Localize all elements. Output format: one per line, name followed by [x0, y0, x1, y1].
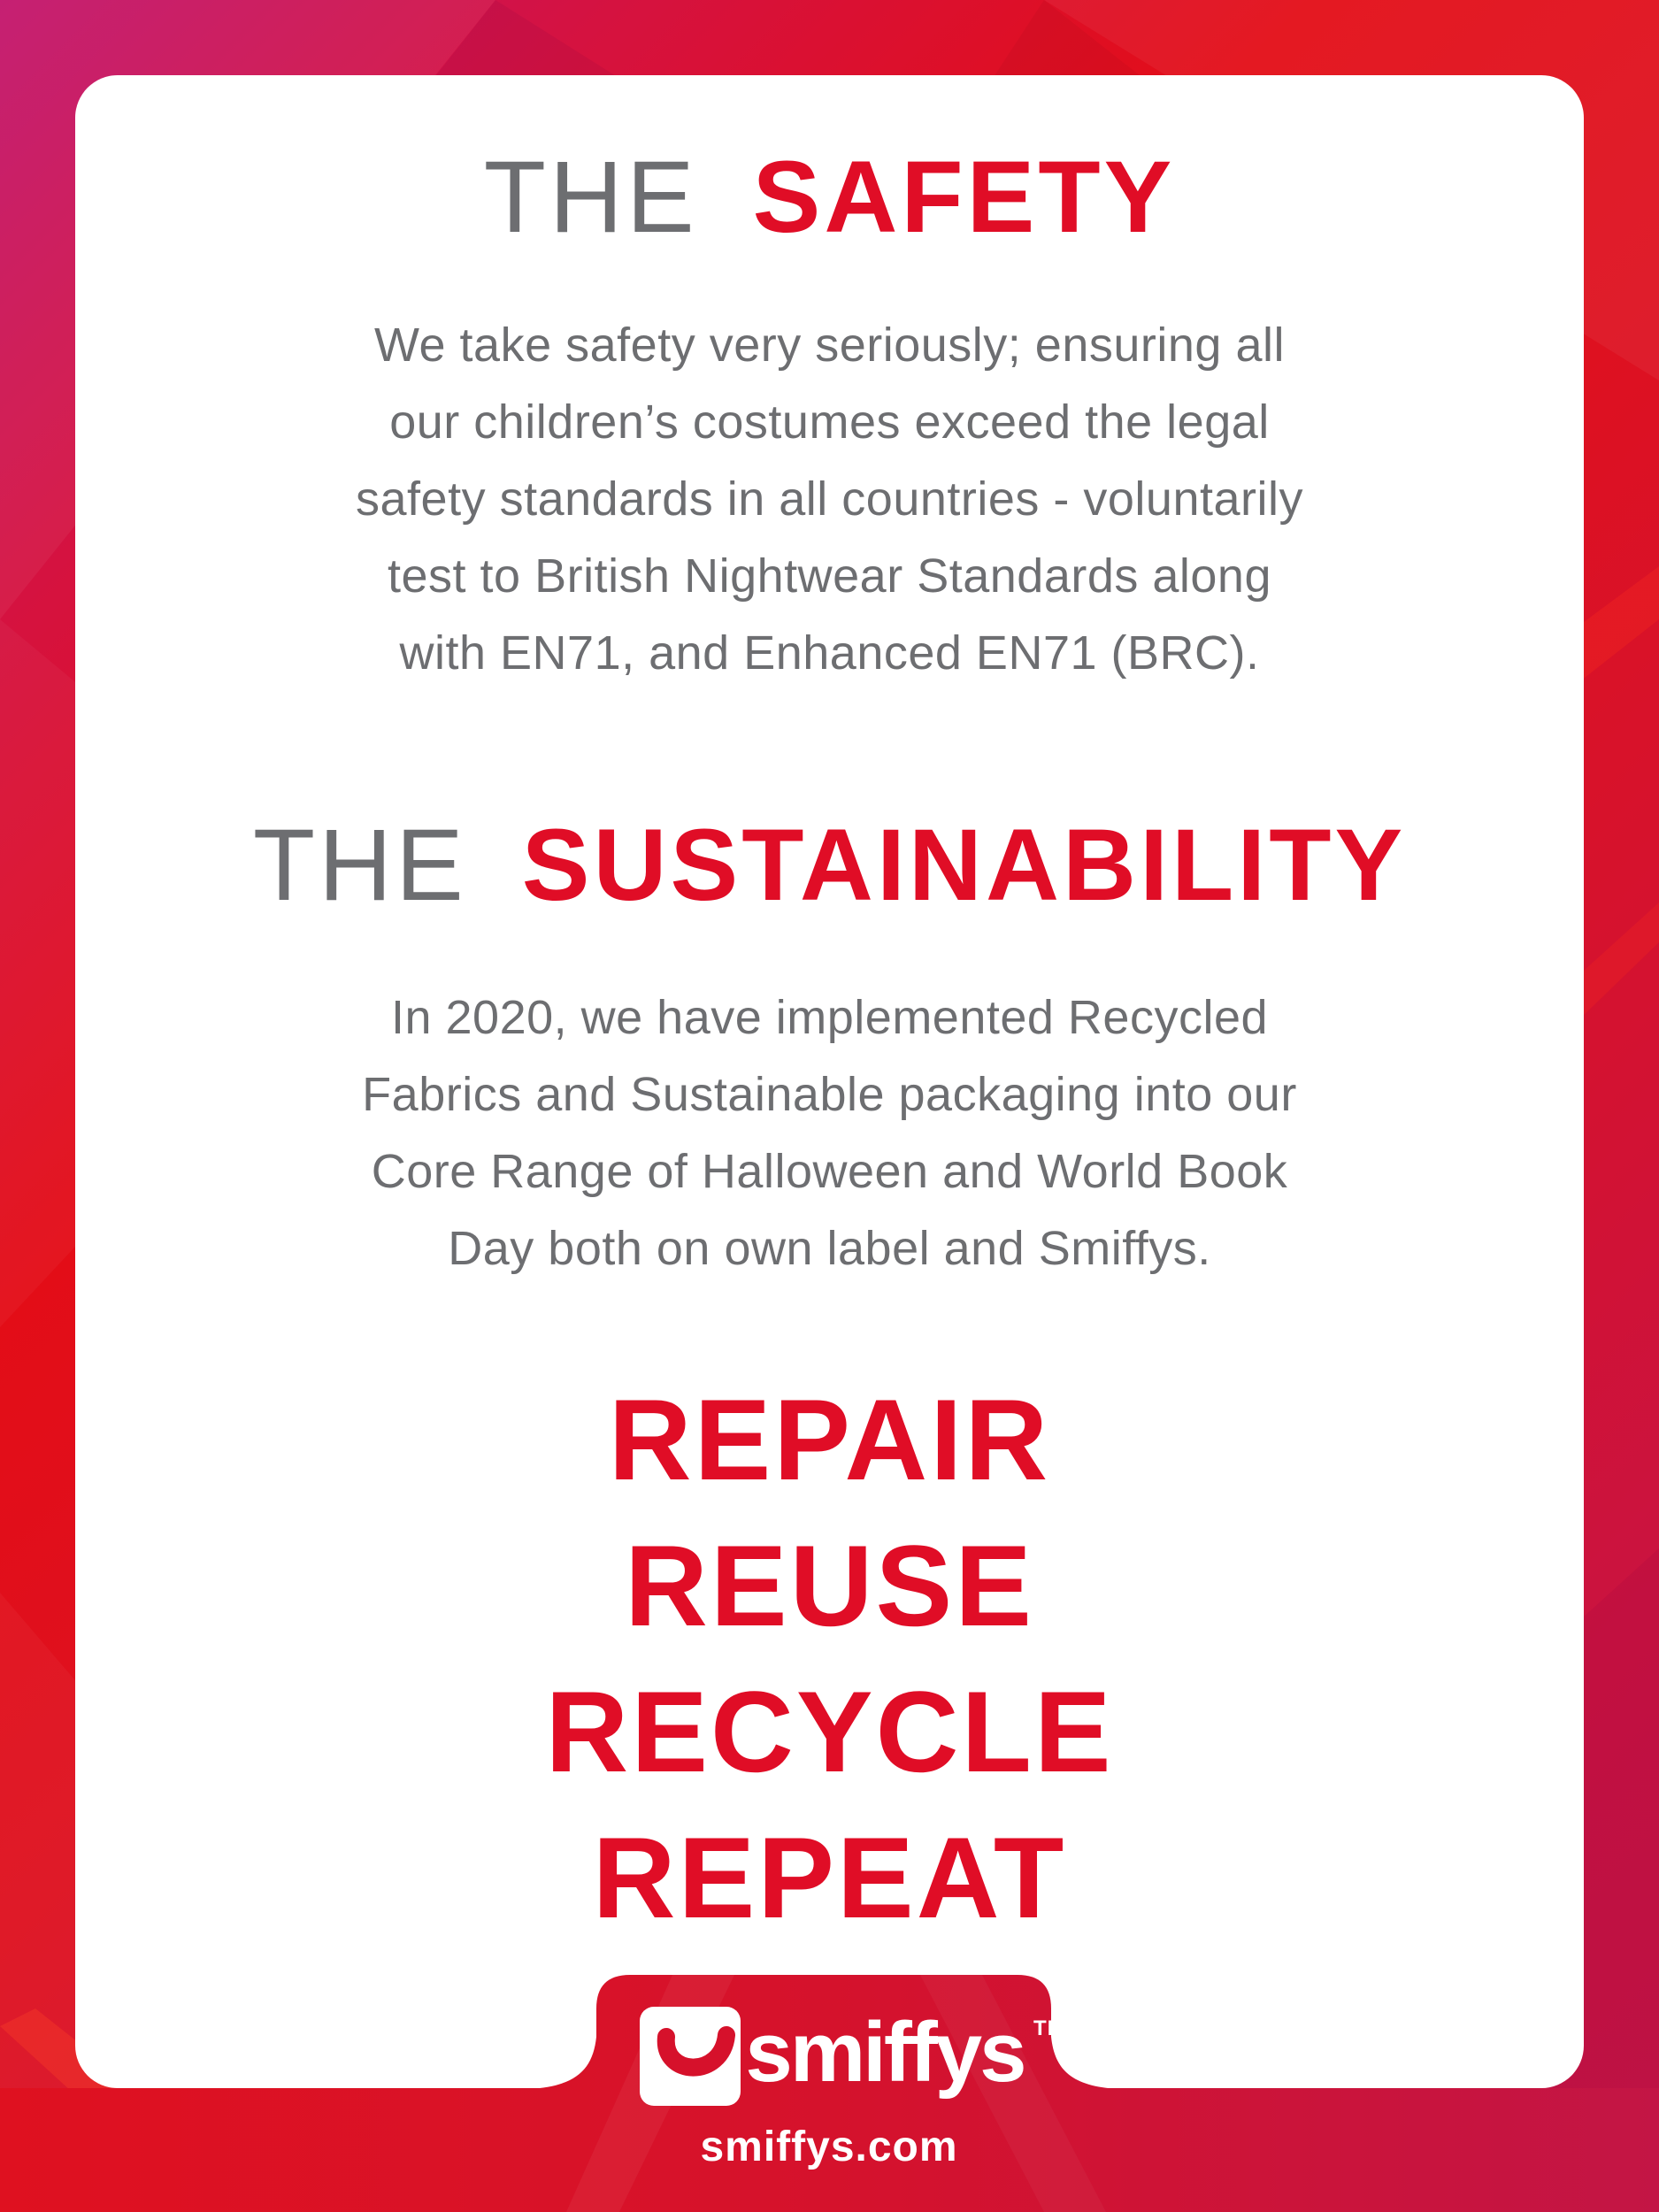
smiffys-logo-text: smiffys	[745, 2005, 1025, 2100]
slogan-reuse: REUSE	[625, 1521, 1034, 1650]
safety-title	[75, 140, 1584, 255]
sustainability-line: Core Range of Halloween and World Book	[371, 1145, 1288, 1198]
safety-line: test to British Nightwear Standards along	[387, 549, 1271, 603]
sustainability-title-emphasis: SUSTAINABILITY	[521, 809, 1407, 922]
sustainability-paragraph	[75, 979, 1584, 1287]
website-url: smiffys.com	[700, 2124, 958, 2170]
content-card	[75, 75, 1584, 2088]
slogan-block	[75, 1367, 1584, 1951]
sustainability-line: Day both on own label and Smiffys.	[448, 1222, 1211, 1275]
safety-line: safety standards in all countries - voluntarily	[356, 472, 1303, 526]
safety-line: with EN71, and Enhanced EN71 (BRC).	[399, 626, 1260, 680]
sustainability-line: Fabrics and Sustainable packaging into our	[362, 1068, 1297, 1121]
sustainability-line: In 2020, we have implemented Recycled	[390, 991, 1269, 1044]
trademark-symbol: TM	[1033, 2016, 1066, 2040]
slogan-repeat: REPEAT	[592, 1813, 1067, 1942]
sustainability-title	[75, 808, 1584, 923]
footer-tab	[0, 1973, 1659, 2212]
slogan-repair: REPAIR	[608, 1375, 1051, 1504]
safety-title-prefix: THE	[483, 141, 698, 254]
safety-line: our children’s costumes exceed the legal	[389, 396, 1270, 449]
safety-title-emphasis: SAFETY	[752, 141, 1176, 254]
sustainability-title-prefix: THE	[252, 809, 467, 922]
slogan-recycle: RECYCLE	[545, 1667, 1114, 1796]
safety-paragraph	[75, 307, 1584, 692]
smiffys-logo	[640, 2005, 1066, 2106]
safety-line: We take safety very seriously; ensuring all	[374, 319, 1285, 372]
